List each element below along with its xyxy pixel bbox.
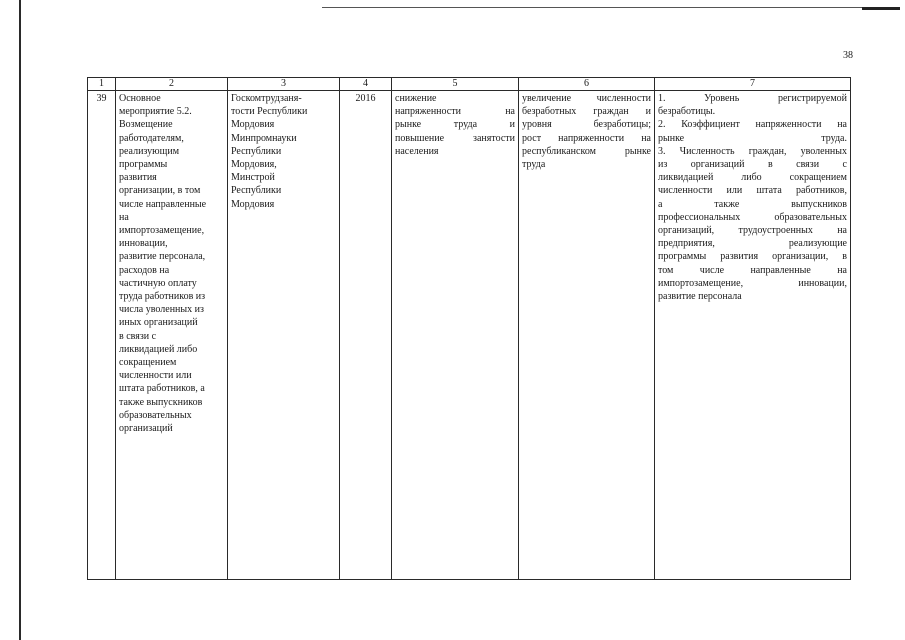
header-cell: 6 <box>519 78 655 91</box>
cell-line: ликвидацией либо сокращением <box>658 172 847 184</box>
row-number: 39 <box>88 91 116 580</box>
cell-line: частичную оплату <box>119 277 197 289</box>
header-cell: 7 <box>655 78 851 91</box>
cell-line: программы развития организации, в <box>658 251 847 263</box>
cell-line: реализующим <box>119 145 180 157</box>
cell-line: Возмещение <box>119 119 173 131</box>
cell-line: тости Республики <box>231 106 308 118</box>
cell-line: труда работников из <box>119 291 206 303</box>
cell-line: Мордовия, <box>231 159 277 171</box>
indicators-cell <box>655 91 851 580</box>
scan-top-mark <box>862 7 900 10</box>
header-cell: 4 <box>340 78 392 91</box>
header-row <box>88 78 851 91</box>
cell-line: развития <box>119 172 157 184</box>
cell-line: Мордовия <box>231 198 275 210</box>
cell-line: импортозамещение, <box>119 225 205 237</box>
scan-top-edge <box>322 7 882 8</box>
cell-line: Госкомтрудзаня- <box>231 93 302 104</box>
cell-line: безработицы. <box>658 106 716 118</box>
header-cell: 3 <box>228 78 340 91</box>
cell-line: числа уволенных из <box>119 304 204 316</box>
cell-line: предприятия, реализующие <box>658 238 847 250</box>
cell-line: образовательных <box>119 409 192 421</box>
cell-line: Основное <box>119 93 161 104</box>
cell-line: Мордовия <box>231 119 275 131</box>
cell-line: Минстрой <box>231 172 275 184</box>
cell-line: численности или <box>119 370 192 382</box>
cell-line: том числе направленные на <box>658 264 847 276</box>
cell-line: из организаций в связи с <box>658 159 847 171</box>
cell-line: числе направленные <box>119 198 207 210</box>
cell-line: увеличение численности <box>522 93 651 104</box>
cell-line: республиканском рынке <box>522 145 651 157</box>
cell-line: сокращением <box>119 357 177 369</box>
cell-line: снижение <box>395 93 437 104</box>
cell-line: развитие персонала, <box>119 251 206 263</box>
cell-line: 3. Численность граждан, уволенных <box>658 145 847 157</box>
cell-line: организаций, трудоустроенных на <box>658 225 847 237</box>
cell-line: 1. Уровень регистрируемой <box>658 93 847 104</box>
cell-line: иных организаций <box>119 317 198 329</box>
result-cell <box>392 91 519 580</box>
cell-line: организаций <box>119 423 173 435</box>
cell-line: напряженности на <box>395 106 515 118</box>
consequences-cell <box>519 91 655 580</box>
cell-line: также выпускников <box>119 396 203 408</box>
cell-line: рынке труда. <box>658 132 847 144</box>
cell-line: повышение занятости <box>395 132 515 144</box>
cell-line: на <box>119 211 129 223</box>
header-cell: 5 <box>392 78 519 91</box>
page-number: 38 <box>843 50 853 61</box>
header-cell: 2 <box>116 78 228 91</box>
cell-line: населения <box>395 145 439 157</box>
cell-line: мероприятие 5.2. <box>119 106 192 118</box>
cell-line: ликвидацией либо <box>119 343 198 355</box>
cell-line: уровня безработицы; <box>522 119 651 131</box>
cell-line: Республики <box>231 145 282 157</box>
cell-line: инновации, <box>119 238 168 250</box>
cell-line: а также выпускников <box>658 198 847 210</box>
measures-table <box>87 77 851 580</box>
cell-line: организации, в том <box>119 185 201 197</box>
scan-left-edge <box>19 0 21 640</box>
header-cell: 1 <box>88 78 116 91</box>
cell-line: безработных граждан и <box>522 106 651 118</box>
cell-line: численности или штата работников, <box>658 185 847 197</box>
cell-line: штата работников, а <box>119 383 205 395</box>
cell-line: в связи с <box>119 330 157 342</box>
cell-line: труда <box>522 159 546 171</box>
cell-line: рост напряженности на <box>522 132 651 144</box>
year-cell: 2016 <box>340 91 392 580</box>
executor-cell <box>228 91 340 580</box>
cell-line: импортозамещение, инновации, <box>658 277 847 289</box>
cell-line: расходов на <box>119 264 170 276</box>
cell-line: профессиональных образовательных <box>658 211 847 223</box>
cell-line: Республики <box>231 185 282 197</box>
cell-line: развитие персонала <box>658 291 742 303</box>
measure-cell <box>116 91 228 580</box>
cell-line: 2. Коэффициент напряженности на <box>658 119 847 131</box>
table-row <box>88 91 851 580</box>
cell-line: Минпромнауки <box>231 132 297 144</box>
cell-line: программы <box>119 159 168 171</box>
cell-line: рынке труда и <box>395 119 515 131</box>
cell-line: работодателям, <box>119 132 184 144</box>
